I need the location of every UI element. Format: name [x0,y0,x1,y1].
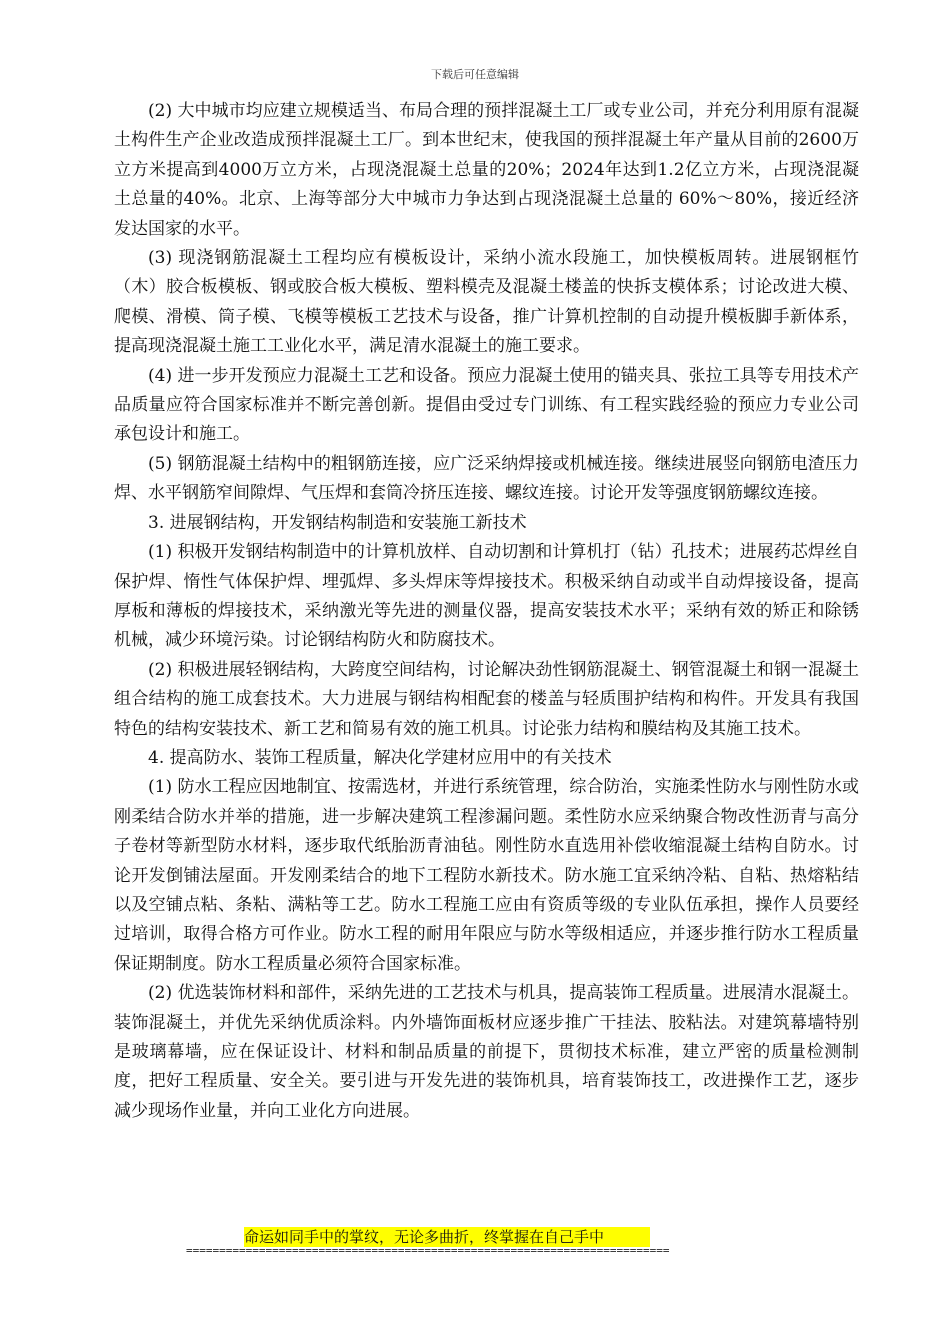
footer-divider: ========================================================================= [186,1244,670,1257]
paragraph-4-1: (1) 防水工程应因地制宜、按需选材，并进行系统管理，综合防治，实施柔性防水与刚性防水或刚柔结合防水并举的措施，进一步解决建筑工程渗漏问题。柔性防水应采纳聚合物改性沥青与高分子卷材等新型防水材料，逐步取代纸胎沥青油毡。刚性防水直选用补偿收缩混凝土结构自防水。讨论开发倒铺法屋面。开发刚柔结合的地下工程防水新技术。防水施工宜采纳冷粘、自粘、热熔粘结以及空铺点粘、条粘、满粘等工艺。防水工程施工应由有资质等级的专业队伍承担，操作人员要经过培训，取得合格方可作业。防水工程的耐用年限应与防水等级相适应，并逐步推行防水工程质量保证期制度。防水工程质量必须符合国家标准。 [114,777,859,974]
section-heading-3: 3. 进展钢结构，开发钢结构制造和安装施工新技术 [148,512,527,533]
paragraph-3: (3) 现浇钢筋混凝土工程均应有模板设计，采纳小流水段施工，加快模板周转。进展钢框竹（木）胶合板模板、钢或胶合板大模板、塑料模壳及混凝土楼盖的快拆支模体系；讨论改进大模、爬模、滑模、筒子模、飞模等模板工艺技术与设备，推广计算机控制的自动提升模板脚手新体系，提高现浇混凝土施工工业化水平，满足清水混凝土的施工要求。 [114,248,859,357]
section-heading-4: 4. 提高防水、装饰工程质量，解决化学建材应用中的有关技术 [148,747,612,768]
paragraph-4-2: (2) 优选装饰材料和部件，采纳先进的工艺技术与机具，提高装饰工程质量。进展清水混凝土。装饰混凝土，并优先采纳优质涂料。内外墙饰面板材应逐步推广干挂法、胶粘法。对建筑幕墙特别是玻璃幕墙，应在保证设计、材料和制品质量的前提下，贯彻技术标准，建立严密的质量检测制度，把好工程质量、安全关。要引进与开发先进的装饰机具，培育装饰技工，改进操作工艺，逐步减少现场作业量，并向工业化方向进展。 [114,983,859,1121]
page-header: 下载后可任意编辑 [431,68,519,81]
paragraph-3-2: (2) 积极进展轻钢结构，大跨度空间结构，讨论解决劲性钢筋混凝土、钢管混凝土和钢一混凝土组合结构的施工成套技术。大力进展与钢结构相配套的楼盖与轻质围护结构和构件。开发具有我国特色的结构安装技术、新工艺和简易有效的施工机具。讨论张力结构和膜结构及其施工技术。 [114,659,859,739]
paragraph-5: (5) 钢筋混凝土结构中的粗钢筋连接，应广泛采纳焊接或机械连接。继续进展竖向钢筋电渣压力焊、水平钢筋窄间隙焊、气压焊和套筒冷挤压连接、螺纹连接。讨论开发等强度钢筋螺纹连接。 [114,453,859,504]
paragraph-3-1: (1) 积极开发钢结构制造中的计算机放样、自动切割和计算机打（钻）孔技术；进展药芯焊丝自保护焊、惰性气体保护焊、埋弧焊、多头焊床等焊接技术。积极采纳自动或半自动焊接设备，提高厚板和薄板的焊接技术，采纳激光等先进的测量仪器，提高安装技术水平；采纳有效的矫正和除锈机械，减少环境污染。讨论钢结构防火和防腐技术。 [114,542,859,651]
paragraph-2: (2) 大中城市均应建立规模适当、布局合理的预拌混凝土工厂或专业公司，并充分利用原有混凝土构件生产企业改造成预拌混凝土工厂。到本世纪末，使我国的预拌混凝土年产量从目前的2600万立方米提高到4000万立方米，占现浇混凝土总量的20%；2024年达到1.2亿立方米，占现浇混凝土总量的40%。北京、上海等部分大中城市力争达到占现浇混凝土总量的 60%～80%，接近经济发达国家的水平。 [114,101,859,239]
paragraph-4: (4) 进一步开发预应力混凝土工艺和设备。预应力混凝土使用的锚夹具、张拉工具等专用技术产品质量应符合国家标准并不断完善创新。提倡由受过专门训练、有工程实践经验的预应力专业公司承包设计和施工。 [114,365,859,445]
footer-motto: 命运如同手中的掌纹，无论多曲折，终掌握在自己手中 [244,1227,650,1247]
document-body [114,97,859,1126]
